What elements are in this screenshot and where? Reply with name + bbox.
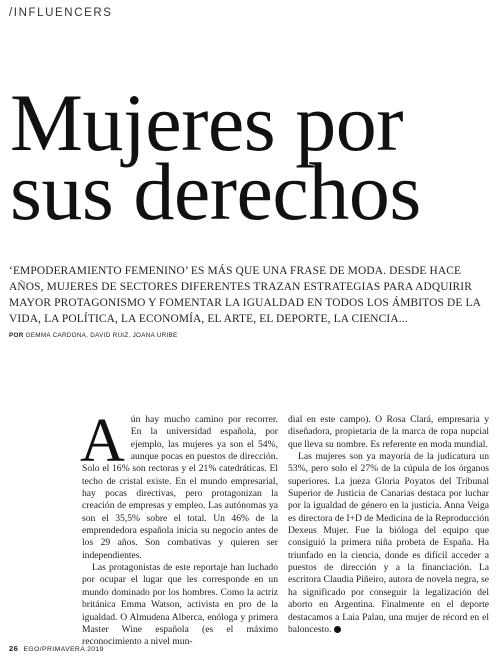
body-paragraph: Las protagonistas de este reportaje han luchado por ocupar el lugar que les corresponde en un mundo dominado por los hombres. Como la actriz británica Emma Watson, activista en pro de la igualdad. O Almudena Alberca, enóloga y primera Master Wine española (es el máximo reconocimiento a nivel mun-	[82, 562, 278, 648]
headline-line-1: Mujeres por	[10, 77, 404, 168]
headline-line-2: sus derechos	[10, 146, 421, 237]
standfirst: ‘EMPODERAMIENTO FEMENINO’ ES MÁS QUE UNA FRASE DE MODA. DESDE HACE AÑOS, MUJERES DE SECTORES DIFERENTES TRAZAN ESTRATEGIAS PARA ADQUIRIR MAYOR PROTAGONISMO Y FOMENTAR LA IGUALDAD EN TODOS LOS ÁMBITOS DE LA VIDA, LA POLÍTICA, LA ECONOMÍA, EL ARTE, EL DEPORTE, LA CIENCIA...	[9, 265, 481, 325]
body-paragraph-text: ún hay mucho camino por recorrer. En la universidad española, por ejemplo, las mujeres ya son el 54%, aunque pocas en puestos de dirección. Solo el 16% son rectoras y el 21% catedráticas. El techo de cristal existe. En el mundo empresarial, hay pocas directivas, pero protagonizan la creación de empresas y empleo. Las autónomas ya son el 35,5% sobre el total. Un 46% de la emprendedora española inicia su negocio antes de los 29 años. Son combativas y quieren ser independientes.	[82, 414, 278, 561]
headline	[10, 77, 490, 237]
issue-label: EGO/PRIMAVERA 2019	[23, 646, 104, 653]
body-paragraph	[288, 451, 489, 636]
byline-prefix: POR	[9, 332, 24, 339]
body-paragraph	[80, 407, 278, 562]
end-of-article-bullet-icon	[334, 626, 341, 633]
byline	[9, 332, 178, 339]
page-footer	[9, 644, 104, 653]
body-column-1	[80, 407, 278, 649]
page-number: 26	[9, 644, 19, 653]
body-paragraph: dial en este campo). O Rosa Clará, empresaria y diseñadora, propietaria de la marca de ropa nupcial que lleva su nombre. Es referente en moda mundial.	[288, 414, 489, 450]
section-tag: /INFLUENCERS	[9, 7, 113, 19]
body-paragraph-text: Las mujeres son ya mayoría de la judicatura un 53%, pero solo el 27% de la cúpula de los órganos superiores. La jueza Gloria Poyatos del Tribunal Superior de Justicia de Canarias destaca por luchar por la igualdad de género en la justicia. Anna Veiga es directora de I+D de Medicina de la Reproducción Dexeus Mujer. Fue la bióloga del equipo que consiguió la primera niña probeta de España. Ha triunfado en la ciencia, donde es difícil acceder a puestos de dirección y a la financiación. La escritora Claudia Piñeiro, autora de novela negra, se ha significado por conseguir la legalización del aborto en Argentina. Finalmente en el deporte destacamos a Laia Palau, una mujer de récord en el baloncesto.	[288, 451, 489, 635]
byline-authors: GEMMA CARDONA, DAVID RUIZ, JOANA URIBE	[25, 332, 178, 339]
dropcap: A	[80, 407, 125, 475]
body-column-2	[288, 414, 489, 636]
